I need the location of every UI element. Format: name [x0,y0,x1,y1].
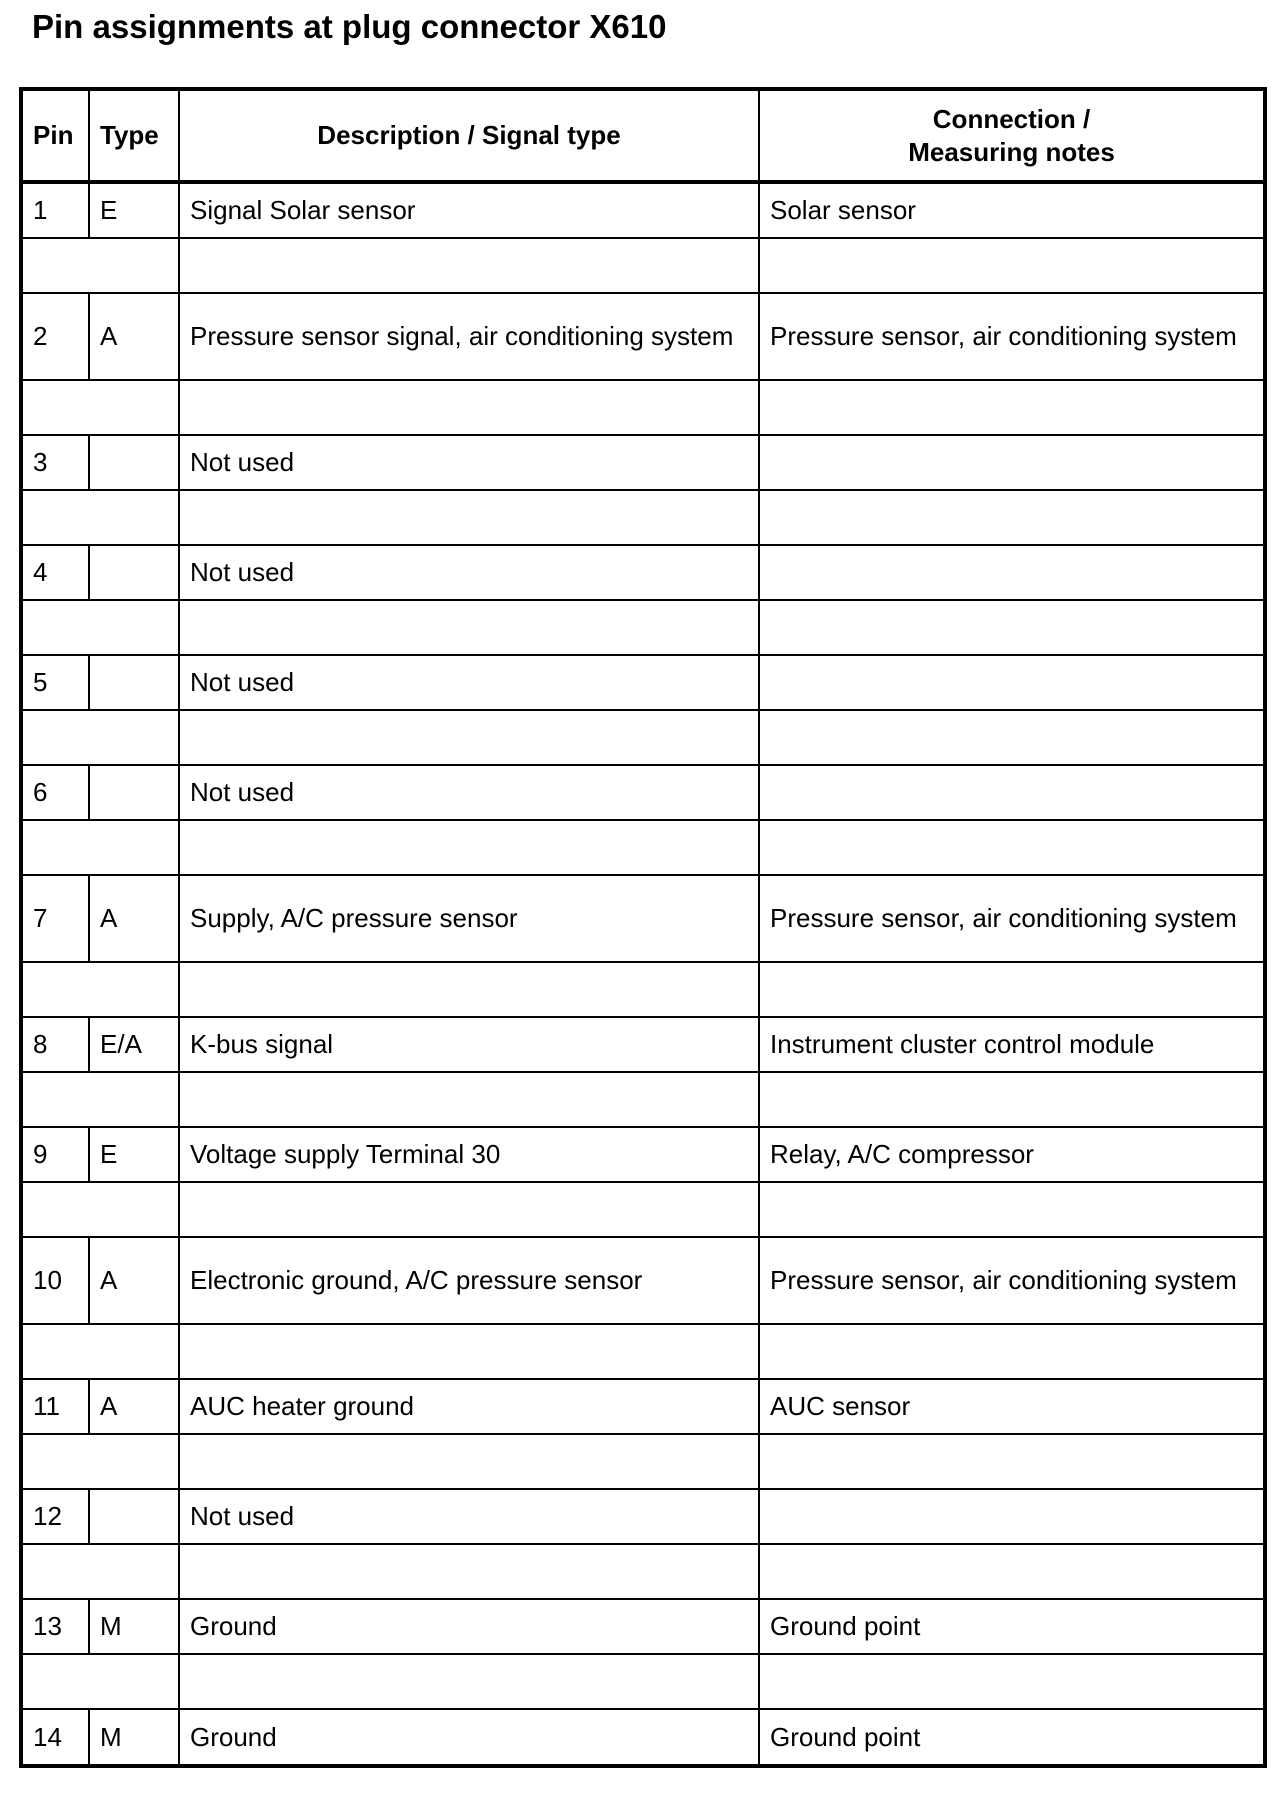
type-cell: E [89,1127,179,1182]
spacer-row [21,600,1265,655]
table-header-row [21,89,1265,182]
type-cell [89,1489,179,1544]
table-row [21,1017,1265,1072]
pin-cell: 9 [21,1127,89,1182]
column-header-pin: Pin [21,89,89,182]
type-cell: A [89,1237,179,1324]
table-row [21,1127,1265,1182]
pin-assignment-table [19,87,1267,1768]
connection-cell [759,765,1265,820]
type-cell: A [89,875,179,962]
connection-cell: Solar sensor [759,182,1265,238]
connection-cell [759,655,1265,710]
description-cell: K-bus signal [179,1017,759,1072]
spacer-row [21,1654,1265,1709]
type-cell: E/A [89,1017,179,1072]
description-cell: Electronic ground, A/C pressure sensor [179,1237,759,1324]
connection-cell: Pressure sensor, air conditioning system [759,293,1265,380]
description-cell: Signal Solar sensor [179,182,759,238]
type-cell: A [89,1379,179,1434]
column-header-connection [759,89,1265,182]
connection-cell: Pressure sensor, air conditioning system [759,875,1265,962]
column-header-type: Type [89,89,179,182]
spacer-row [21,710,1265,765]
type-cell [89,765,179,820]
description-cell: Not used [179,545,759,600]
description-cell: Not used [179,655,759,710]
table-row [21,1379,1265,1434]
description-cell: Ground [179,1599,759,1654]
connection-cell: Ground point [759,1599,1265,1654]
connection-cell [759,545,1265,600]
pin-cell: 4 [21,545,89,600]
table-row [21,1489,1265,1544]
pin-cell: 8 [21,1017,89,1072]
table-row [21,182,1265,238]
pin-cell: 10 [21,1237,89,1324]
description-cell: Supply, A/C pressure sensor [179,875,759,962]
type-cell: M [89,1709,179,1766]
description-cell: Not used [179,1489,759,1544]
type-cell [89,545,179,600]
connection-cell: Ground point [759,1709,1265,1766]
description-cell: Voltage supply Terminal 30 [179,1127,759,1182]
connection-cell: AUC sensor [759,1379,1265,1434]
type-cell [89,655,179,710]
description-cell: Not used [179,435,759,490]
column-header-connection-line2: Measuring notes [908,136,1115,167]
table-row [21,1599,1265,1654]
type-cell: E [89,182,179,238]
spacer-row [21,1434,1265,1489]
column-header-description: Description / Signal type [179,89,759,182]
spacer-row [21,820,1265,875]
table-row [21,875,1265,962]
description-cell: Pressure sensor signal, air conditioning system [179,293,759,380]
spacer-row [21,962,1265,1017]
pin-cell: 7 [21,875,89,962]
table-row [21,435,1265,490]
pin-cell: 11 [21,1379,89,1434]
spacer-row [21,490,1265,545]
spacer-row [21,238,1265,293]
spacer-row [21,1324,1265,1379]
table-row [21,545,1265,600]
table-row [21,1237,1265,1324]
type-cell: A [89,293,179,380]
connection-cell: Pressure sensor, air conditioning system [759,1237,1265,1324]
spacer-row [21,1072,1265,1127]
description-cell: AUC heater ground [179,1379,759,1434]
connection-cell [759,1489,1265,1544]
table-row [21,765,1265,820]
connection-cell [759,435,1265,490]
type-cell: M [89,1599,179,1654]
pin-cell: 3 [21,435,89,490]
spacer-row [21,1544,1265,1599]
description-cell: Ground [179,1709,759,1766]
connection-cell: Instrument cluster control module [759,1017,1265,1072]
table-row [21,293,1265,380]
column-header-connection-line1: Connection / [932,103,1091,134]
pin-cell: 12 [21,1489,89,1544]
spacer-row [21,380,1265,435]
pin-cell: 2 [21,293,89,380]
table-row [21,655,1265,710]
pin-cell: 13 [21,1599,89,1654]
spacer-row [21,1182,1265,1237]
table-row [21,1709,1265,1766]
pin-cell: 1 [21,182,89,238]
page-title: Pin assignments at plug connector X610 [32,8,667,45]
type-cell [89,435,179,490]
description-cell: Not used [179,765,759,820]
pin-cell: 14 [21,1709,89,1766]
connection-cell: Relay, A/C compressor [759,1127,1265,1182]
pin-cell: 6 [21,765,89,820]
pin-cell: 5 [21,655,89,710]
